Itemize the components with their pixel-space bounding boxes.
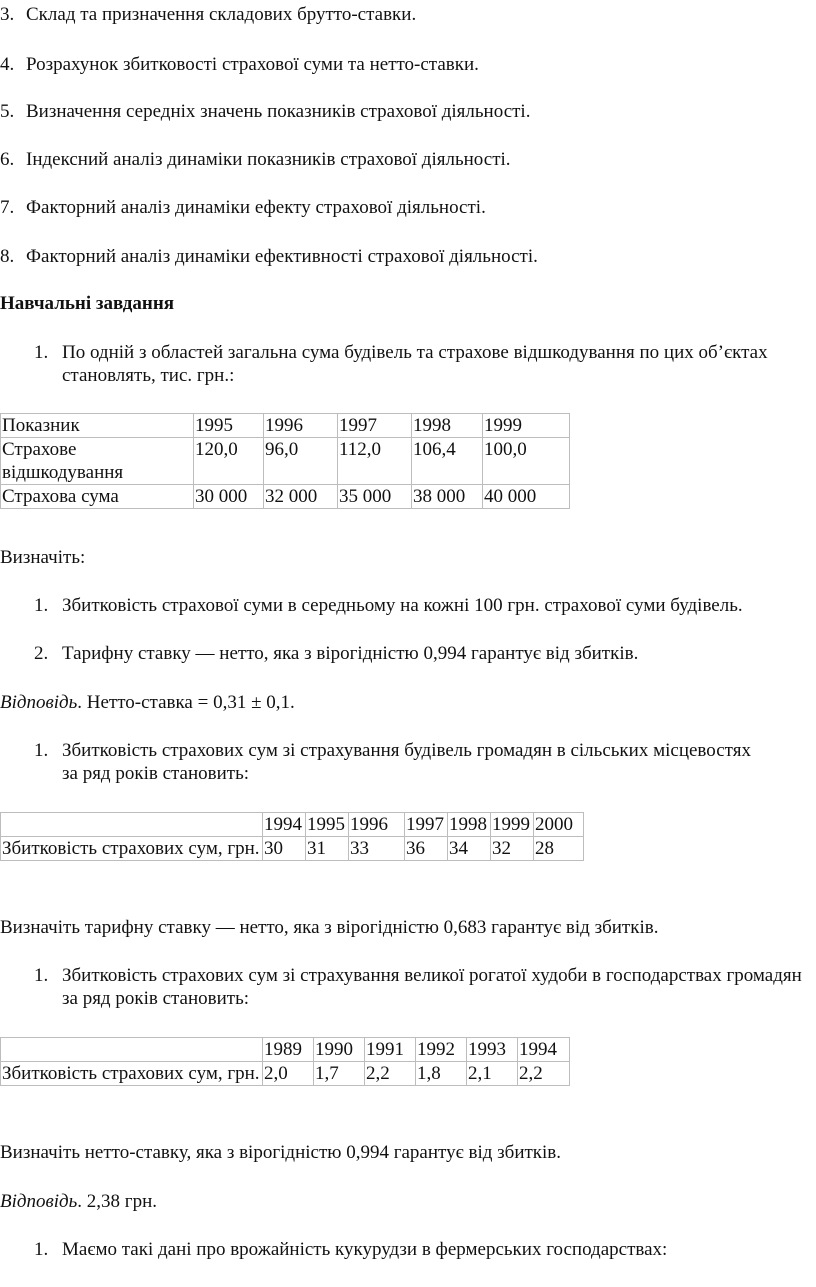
task-text: Маємо такі дані про врожайність кукурудзи в фермерських господарствах:	[62, 1239, 668, 1260]
task-text: Збитковість страхових сум зі страхування будівель громадян в сільських місцевостях за ряд років становить:	[62, 740, 751, 784]
table-cell	[1, 813, 263, 837]
table-cell: 35 000	[338, 485, 412, 509]
data-table	[0, 1037, 570, 1086]
table-cell	[1, 1038, 263, 1062]
table-cell: 40 000	[483, 485, 570, 509]
table-cell: 1998	[448, 813, 491, 837]
table-cell: 38 000	[412, 485, 483, 509]
table-cell: 31	[306, 837, 349, 861]
task-text: По одній з областей загальна сума будівель та страхове відшкодування по цих об’єктах становлять, тис. грн.:	[62, 342, 768, 386]
table-cell: 2,0	[263, 1062, 314, 1086]
task-number: 1.	[34, 342, 49, 363]
table-cell: 36	[405, 837, 448, 861]
table-cell: 1994	[263, 813, 306, 837]
table-cell: 120,0	[194, 438, 264, 485]
table-header-row	[1, 414, 570, 438]
table-cell: 32	[491, 837, 534, 861]
table-cell: 1989	[263, 1038, 314, 1062]
table-cell: Збитковість страхових сум, грн.	[1, 1062, 263, 1086]
data-table	[0, 413, 570, 509]
table-cell: 1994	[518, 1038, 570, 1062]
list-item: 7. Факторний аналіз динаміки ефекту страхової діяльності.	[0, 197, 486, 218]
answer-text: . 2,38 грн.	[77, 1191, 157, 1212]
table-row	[1, 485, 570, 509]
table-cell: 32 000	[264, 485, 338, 509]
table-cell: Збитковість страхових сум, грн.	[1, 837, 263, 861]
answer-text: . Нетто-ставка = 0,31 ± 0,1.	[77, 692, 295, 713]
table-cell: 1999	[483, 414, 570, 438]
sub-item-number: 1.	[34, 595, 49, 616]
table-cell: 28	[534, 837, 584, 861]
table-cell: 1991	[365, 1038, 416, 1062]
answer	[0, 1190, 157, 1213]
table-cell: 106,4	[412, 438, 483, 485]
task-number: 1.	[34, 1239, 49, 1260]
table-cell: 1997	[405, 813, 448, 837]
answer-label: Відповідь	[0, 692, 78, 713]
section-heading: Навчальні завдання	[0, 293, 175, 314]
task-question: Визначіть нетто-ставку, яка з вірогідністю 0,994 гарантує від збитків.	[0, 1142, 562, 1163]
table-row	[1, 438, 570, 485]
sub-item-number: 2.	[34, 643, 49, 664]
table-cell: 2000	[534, 813, 584, 837]
list-item: 3. Склад та призначення складових брутто-ставки.	[0, 4, 417, 25]
task-number: 1.	[34, 740, 49, 761]
table-cell: 1992	[416, 1038, 467, 1062]
table-cell: 100,0	[483, 438, 570, 485]
table-cell: 1996	[264, 414, 338, 438]
table-row	[1, 837, 584, 861]
list-item: 4. Розрахунок збитковості страхової суми та нетто-ставки.	[0, 54, 479, 75]
table-header-row	[1, 1038, 570, 1062]
table-cell: 1995	[306, 813, 349, 837]
table-cell: Страхове відшкодування	[1, 438, 194, 485]
table-cell: Показник	[1, 414, 194, 438]
table-cell: 34	[448, 837, 491, 861]
list-item: 6. Індексний аналіз динаміки показників страхової діяльності.	[0, 149, 511, 170]
answer-label: Відповідь	[0, 1191, 78, 1212]
table-cell: Страхова сума	[1, 485, 194, 509]
table-cell: 1990	[314, 1038, 365, 1062]
list-item: 5. Визначення середніх значень показників страхової діяльності.	[0, 101, 531, 122]
table-cell: 1997	[338, 414, 412, 438]
table-row	[1, 1062, 570, 1086]
task-question: Визначіть тарифну ставку — нетто, яка з вірогідністю 0,683 гарантує від збитків.	[0, 917, 659, 938]
table-cell: 1993	[467, 1038, 518, 1062]
table-cell: 1996	[349, 813, 405, 837]
data-table	[0, 812, 584, 861]
table-cell: 30	[263, 837, 306, 861]
sub-item-text: Збитковість страхової суми в середньому на кожні 100 грн. страхової суми будівель.	[62, 595, 743, 616]
task-number: 1.	[34, 965, 49, 986]
table-cell: 2,1	[467, 1062, 518, 1086]
task-text: Збитковість страхових сум зі страхування великої рогатої худоби в господарствах громадян за ряд років становить:	[62, 965, 802, 1009]
table-cell: 96,0	[264, 438, 338, 485]
table-cell: 30 000	[194, 485, 264, 509]
answer	[0, 691, 295, 714]
table-cell: 1998	[412, 414, 483, 438]
list-item: 8. Факторний аналіз динаміки ефективності страхової діяльності.	[0, 246, 538, 267]
table-header-row	[1, 813, 584, 837]
sub-item-text: Тарифну ставку — нетто, яка з вірогідністю 0,994 гарантує від збитків.	[62, 643, 639, 664]
table-cell: 33	[349, 837, 405, 861]
table-cell: 1999	[491, 813, 534, 837]
table-cell: 1,7	[314, 1062, 365, 1086]
table-cell: 2,2	[365, 1062, 416, 1086]
table-cell: 2,2	[518, 1062, 570, 1086]
define-label: Визначіть:	[0, 547, 86, 568]
table-cell: 1995	[194, 414, 264, 438]
table-cell: 1,8	[416, 1062, 467, 1086]
table-cell: 112,0	[338, 438, 412, 485]
